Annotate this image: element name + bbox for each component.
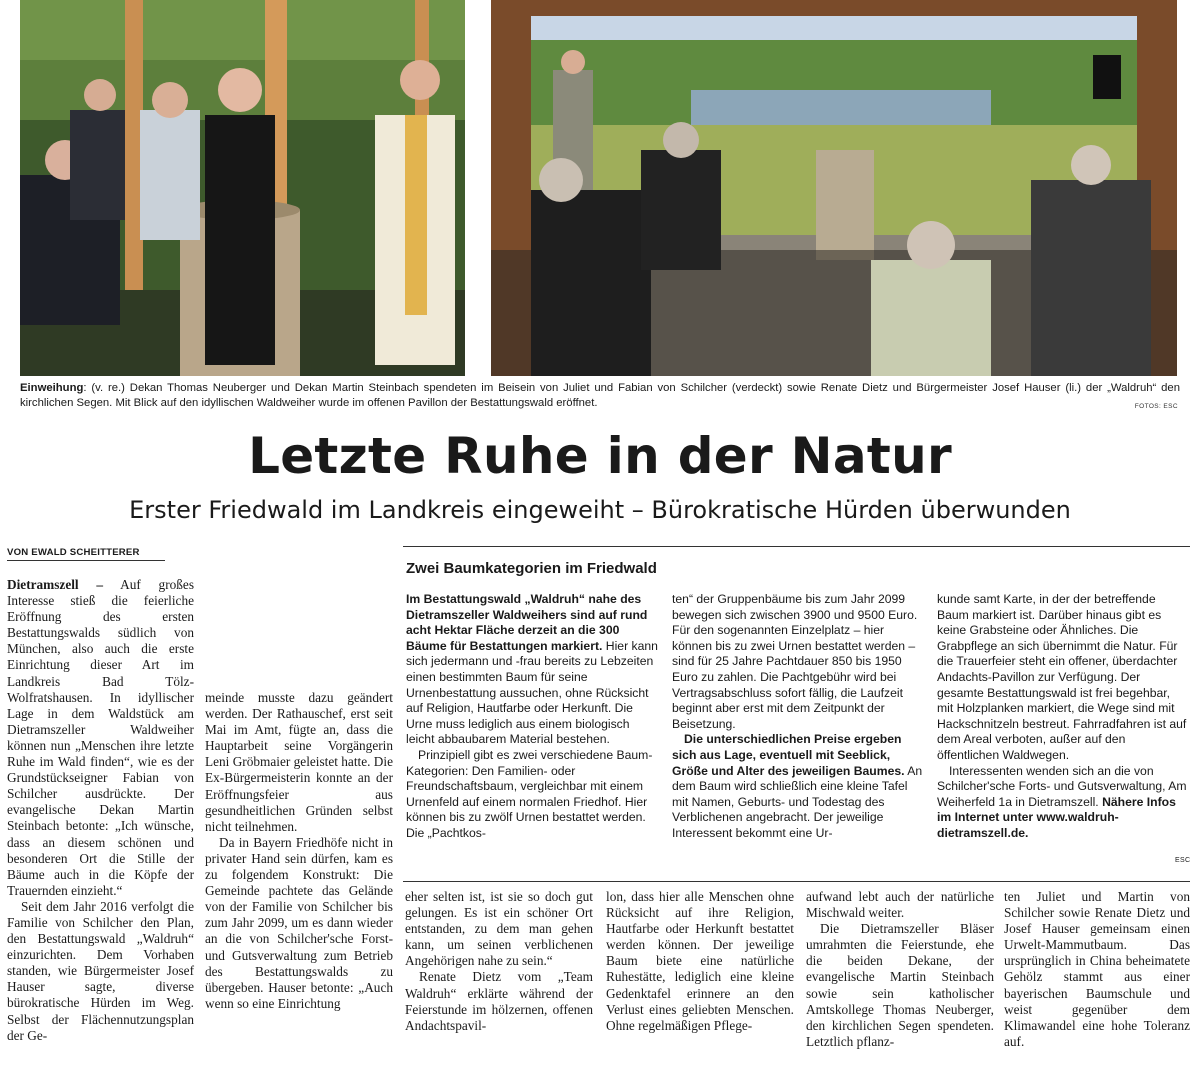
article-headline: Letzte Ruhe in der Natur bbox=[248, 427, 952, 485]
byline: VON EWALD SCHEITTERER bbox=[7, 547, 140, 558]
photo-pavilion-view-image bbox=[491, 0, 1177, 376]
box-author-tag: ESC bbox=[1175, 857, 1191, 864]
paragraph: meinde musste dazu geändert werden. Der Rathauschef, erst seit Mai im Amt, fügte an, dass die Hauptarbeit seine Vorgängerin Leni Gröbmaier geleistet hatte. Die Ex-Bürgermeisterin konnte an der Eröffnungsfeier aus gesundheitlichen Gründen selbst nicht teilnehmen. bbox=[205, 690, 393, 834]
box-lead: Die unterschiedlichen Preise ergeben sich aus Lage, eventuell mit Seeblick, Größe und Alter des jeweiligen Baumes. bbox=[672, 732, 905, 778]
box-bottom-rule bbox=[403, 881, 1190, 882]
paragraph: lon, dass hier alle Menschen ohne Rücksicht auf ihre Religion, Hautfarbe oder Herkunft bestattet werden können. Der jeweilige Baum biete eine natürliche Ruhestätte, lediglich eine kleine Gedenktafel erinnere an den Verlust eines geliebten Menschen. Ohne regelmäßigen Pflege- bbox=[606, 889, 794, 1033]
article-subhead: Erster Friedwald im Landkreis eingeweiht – Bürokratische Hürden überwunden bbox=[129, 496, 1071, 524]
box-title: Zwei Baumkategorien im Friedwald bbox=[406, 560, 657, 577]
box-column-2 bbox=[672, 592, 924, 842]
paragraph: ten“ der Gruppenbäume bis zum Jahr 2099 bewegen sich zwischen 3900 und 9500 Euro. Für den sogenannten Einzelplatz – hier können bis zu zwei Urnen bestattet werden – sind für 25 Jahre Pachtdauer 850 bis 1950 Euro zu zahlen. Die Pachtgebühr wird bei Vertragsabschluss sofort fällig, die Laufzeit beginnt aber erst mit dem Zeitpunkt der Beisetzung. bbox=[672, 592, 918, 731]
photo-pavilion-view bbox=[491, 0, 1177, 376]
box-lead: Im Bestattungswald „Waldruh“ nahe des Dietramszeller Waldweihers sind auf rund acht Hektar Fläche derzeit an die 300 Bäume für Bestattungen markiert. bbox=[406, 592, 648, 653]
paragraph: aufwand lebt auch der natürliche Mischwald weiter. bbox=[806, 889, 994, 921]
paragraph bbox=[672, 732, 924, 841]
paragraph: Da in Bayern Friedhöfe nicht in privater Hand sein dürfen, kam es zu folgendem Konstrukt: Die Gemeinde pachtete das Gelände von der Familie von Schilcher bis zum Jahr 2099, um es dann wieder an die von Schilcher'sche Forst- und Gutsverwaltung zum Betrieb des Bestattungswalds zu übergeben. Hauser betonte: „Auch wenn so eine Einrichtung bbox=[205, 834, 393, 1011]
box-column-3 bbox=[937, 592, 1189, 842]
main-column-2 bbox=[205, 690, 393, 1012]
dateline: Dietramszell – bbox=[7, 577, 104, 592]
paragraph-text: Interessenten wenden sich an die von Schilcher'sche Forts- und Gutsverwaltung, Am Weiherfeld 1a in Dietramszell. bbox=[937, 763, 1187, 809]
bottom-column-1 bbox=[405, 889, 593, 1034]
paragraph-text: Hier kann sich jedermann und -frau bereits zu Lebzeiten einen bestimmten Baum für seine Urnenbestattung aussuchen, ohne Rücksicht auf Religion, Hautfarbe oder Herkunft. Die Urne muss lediglich aus einem biologisch leicht abbaubarem Material bestehen. bbox=[406, 638, 658, 747]
bottom-column-3 bbox=[806, 889, 994, 1050]
paragraph: Renate Dietz vom „Team Waldruh“ erklärte während der Feierstunde im hölzernen, offenen Andachtspavil- bbox=[405, 969, 593, 1033]
photo-credit: FOTOS: ESC bbox=[1134, 403, 1178, 410]
photo-consecration-image bbox=[20, 0, 465, 376]
paragraph: eher selten ist, ist sie so doch gut gelungen. Es ist ein schöner Ort entstanden, zu dem man gehen kann, um seinen verblichenen Angehörigen nahe zu sein.“ bbox=[405, 889, 593, 969]
paragraph-text: An dem Baum wird schließlich eine kleine Tafel mit Namen, Geburts- und Todestag des Verblichenen angebracht. Der jeweilige Interessent bekommt eine Ur- bbox=[672, 763, 923, 840]
paragraph bbox=[406, 592, 658, 748]
paragraph bbox=[937, 764, 1189, 842]
paragraph bbox=[7, 577, 194, 899]
bottom-column-4 bbox=[1004, 889, 1190, 1050]
byline-rule bbox=[7, 560, 165, 561]
bottom-column-2 bbox=[606, 889, 794, 1034]
caption-lead: Einweihung bbox=[20, 382, 84, 394]
paragraph: Die Dietramszeller Bläser umrahmten die Feierstunde, ehe die beiden Dekane, der evangelische Martin Steinbach sowie sein katholischer Amtskollege Thomas Neuberger, den kirchlichen Segen spendeten. Letztlich pflanz- bbox=[806, 921, 994, 1049]
photo-consecration bbox=[20, 0, 465, 376]
paragraph: ten Juliet und Martin von Schilcher sowie Renate Dietz und Josef Hauser gemeinsam einen Urwelt-Mammutbaum. Das ursprünglich in China beheimatete Gehölz stammt aus einer bayerischen Baumschule und weist gegenüber dem Klimawandel eine hohe Toleranz auf. bbox=[1004, 889, 1190, 1049]
paragraph: Prinzipiell gibt es zwei verschiedene Baum-Kategorien: Den Familien- oder Freundschaftsbaum, vergleichbar mit einem Urnenfeld auf einem normalen Friedhof. Hier können bis zu zwölf Urnen bestattet werden. Die „Pachtkos- bbox=[406, 747, 653, 840]
paragraph: Seit dem Jahr 2016 verfolgt die Familie von Schilcher den Plan, den Bestattungswald „Waldruh“ einzurichten. Dem Vorhaben standen, wie Bürgermeister Josef Hauser sagte, diverse bürokratische Hürden im Weg. Selbst der Flächennutzungsplan der Ge- bbox=[7, 898, 194, 1043]
box-column-1 bbox=[406, 592, 658, 842]
paragraph: kunde samt Karte, in der der betreffende Baum markiert ist. Darüber hinaus gibt es keine Grabsteine oder Ähnliches. Die Grabpflege an sich übernimmt die Natur. Für die Trauerfeier steht ein offener, überdachter Andachts-Pavillon zur Verfügung. Der gesamte Bestattungswald ist frei begehbar, mit Holzplanken markiert, die Wege sind mit Hackschnitzeln bestreut. Fahrradfahren ist auf dem Areal verboten, außer auf den öffentlichen Waldwegen. bbox=[937, 592, 1187, 762]
caption-text: : (v. re.) Dekan Thomas Neuberger und Dekan Martin Steinbach spendeten im Beisein von Juliet und Fabian von Schilcher (verdeckt) sowie Renate Dietz und Bürgermeister Josef Hauser (li.) der „Waldruh“ den kirchlichen Segen. Mit Blick auf den idyllischen Waldweiher wurde im offenen Pavillon der Bestattungswald eröffnet. bbox=[20, 382, 1180, 409]
paragraph-text: Auf großes Interesse stieß die feierliche Eröffnung des ersten Bestattungswalds südlich von München, also auch die erste Einrichtung dieser Art im Landkreis Bad Tölz-Wolfratshausen. In idyllischer Lage in dem Waldstück am Dietramszeller Waldweiher können nun „Menschen ihre letzte Ruhe im Wald finden“, wie es der Grundstückseigner Fabian von Schilcher ausdrückte. Der evangelische Dekan Martin Steinbach betonte: „Ich wünsche, dass an diesem schönen und besonderen Ort die Stille der Bäume auch in die Köpfe der Trauernden einzieht.“ bbox=[7, 577, 194, 898]
website-link[interactable]: Nähere Infos im Internet unter www.waldruh-dietramszell.de. bbox=[937, 794, 1176, 840]
box-top-rule bbox=[403, 546, 1190, 547]
main-column-1 bbox=[7, 577, 194, 1044]
photo-caption bbox=[20, 381, 1180, 411]
